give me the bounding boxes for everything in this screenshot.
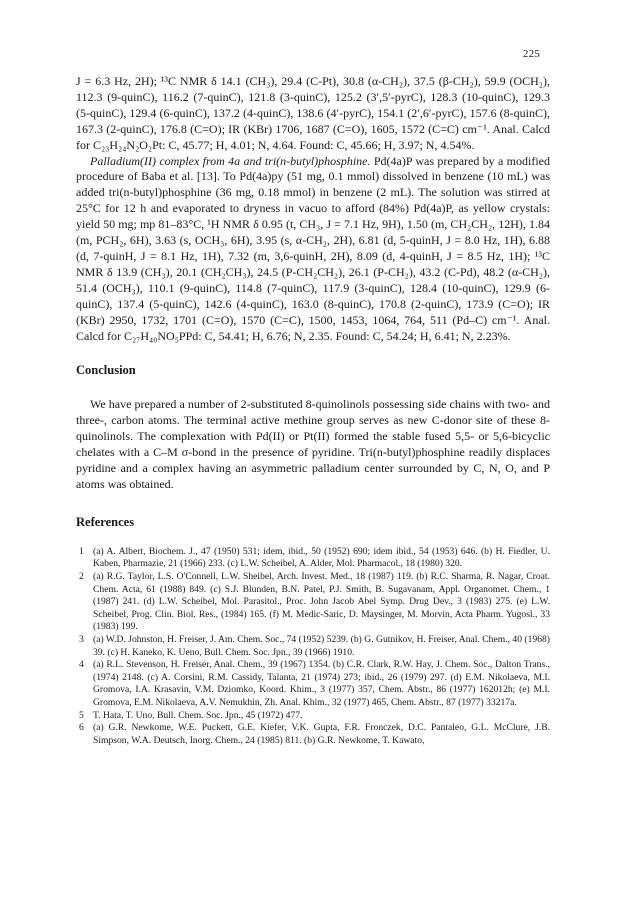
reference-number: 5 bbox=[79, 709, 84, 721]
reference-number: 3 bbox=[79, 634, 84, 645]
reference-item bbox=[76, 710, 550, 723]
reference-text: (a) R.G. Taylor, L.S. O'Connell, L.W. Sheibel, Arch. Invest. Med., 18 (1987) 119. (b) R.C. Sharma, R. Nagar, Croat. Chem. Acta, 61 (1988) 849. (c) S.J. Blunden, B.N. Patel, P.J. Smith, B. Sugavanam, Appl. Organomet. Chem., 1 (1987) 241. (d) L.W. Scheibel, Mol. Parasitol., Proc. John Jacob Abel Symp. Drug Dev., 3 (1983) 275. (e) L.W. Scheibel, Prog. Clin. Biol. Res., (1984) 165. (f) M. Medic-Saric, D. Maysinger, M. Morvin, Acta Pharm. Yugosl., 33 (1983) 199. bbox=[93, 571, 550, 633]
reference-item bbox=[76, 634, 550, 659]
conclusion-heading: Conclusion bbox=[76, 363, 136, 378]
reference-list bbox=[76, 546, 550, 748]
reference-text: (a) G.R. Newkome, W.E. Puckett, G.E. Kiefer, V.K. Gupta, F.R. Fronczek, D.C. Pantaleo, G.L. McClure, J.B. Simpson, W.A. Deutsch, Inorg. Chem., 24 (1985) 811. (b) G.R. Newkome, T. Kawato, bbox=[93, 722, 550, 746]
conclusion-paragraph: We have prepared a number of 2-substituted 8-quinolinols possessing side chains with two- and three-, carbon atoms. The terminal active methine group serves as new C-donor site of these 8-quinolinols. The complexation with Pd(II) or Pt(II) formed the stable fused 5,5- or 5,6-bicyclic chelates with a C–M σ-bond in the presence of pyridine. Tri(n-butyl)phosphine readily displaces pyridine and a complex having an asymmetric palladium center surrounded by C, N, O, and P atoms was obtained. bbox=[76, 397, 550, 491]
palladium-complex-title: Palladium(II) complex from 4a and tri(n-butyl)phosphine. bbox=[90, 153, 371, 168]
reference-item bbox=[76, 659, 550, 709]
article-body bbox=[76, 74, 550, 747]
page-number: 225 bbox=[522, 48, 540, 60]
reference-number: 2 bbox=[79, 571, 84, 583]
reference-text: (a) W.D. Johnston, H. Freiser, J. Am. Chem. Soc., 74 (1952) 5239. (b) G. Gutnikov, H. Freiser, Anal. Chem., 40 (1968) 39. (c) H. Kaneko, K. Ueno, Bull. Chem. Soc. Jpn., 39 (1966) 1910. bbox=[93, 634, 550, 658]
reference-text: (a) A. Albert, Biochem. J., 47 (1950) 531; idem, ibid., 50 (1952) 690; idem ibid., 54 (1953) 646. (b) H. Fiedler, U. Kaben, Pharmazie, 21 (1966) 233. (c) L.W. Scheibel, A. Alder, Mol. Pharmacol., 18 (1980) 320. bbox=[93, 545, 550, 570]
reference-text: T. Hata, T. Uno, Bull. Chem. Soc. Jpn., 45 (1972) 477. bbox=[93, 709, 303, 721]
reference-item bbox=[76, 546, 550, 571]
references-heading: References bbox=[76, 514, 135, 529]
palladium-complex-paragraph bbox=[76, 154, 550, 345]
experimental-continuation: J = 6.3 Hz, 2H); ¹³C NMR δ 14.1 (CH₃), 29.4 (C-Pt), 30.8 (α-CH₂), 37.5 (β-CH₂), 59.9 (OCH₂), 112.3 (9-quinC), 116.2 (7-quinC), 121.8 (3-quinC), 125.2 (3′,5′-pyrC), 128.3 (10-quinC), 129.3 (5-quinC), 129.4 (6-quinC), 137.2 (4-quinC), 138.6 (4′-pyrC), 154.1 (2′,6′-pyrC), 157.6 (8-quinC), 167.3 (2-quinC), 176.8 (C=O); IR (KBr) 1706, 1687 (C=O), 1605, 1572 (C=C) cm⁻¹. Anal. Calcd for C₂₃H₂₄N₂O₂Pt: C, 45.77; H, 4.01; N, 4.64. Found: C, 45.66; H, 3.97; N, 4.54%. bbox=[76, 74, 550, 152]
palladium-complex-text: Pd(4a)P was prepared by a modified procedure of Baba et al. [13]. To Pd(4a)py (51 mg, 0.1 mmol) dissolved in benzene (10 mL) was added tri(n-butyl)phosphine (36 mg, 0.18 mmol) in benzene (2 mL). The solution was stirred at 25°C for 12 h and evaporated to dryness in vacuo to afford (84%) Pd(4a)P, as yellow crystals: yield 50 mg; mp 81–83°C, ¹H NMR δ 0.95 (t, CH₃, J = 7.1 Hz, 9H), 1.50 (m, CH₂CH₂, 12H), 1.84 (m, PCH₂, 6H), 3.63 (s, OCH₃, 6H), 3.95 (s, α-CH₂, 2H), 6.81 (d, 5-quinH, J = 8.0 Hz, 1H), 6.88 (d, 7-quinH, J = 8.1 Hz, 1H), 7.32 (m, 3,6-quinH, 2H), 8.09 (d, 4-quinH, J = 8.5 Hz, 1H); ¹³C NMR δ 13.9 (CH₃), 20.1 (CH₂CH₃), 24.5 (P-CH₂CH₂), 26.1 (P-CH₂), 43.2 (C-Pd), 48.2 (α-CH₂), 51.4 (OCH₃), 110.1 (9-quinC), 114.8 (7-quinC), 117.9 (3-quinC), 128.4 (10-quinC), 129.9 (6-quinC), 137.4 (5-quinC), 142.6 (4-quinC), 163.0 (8-quinC), 170.8 (2-quinC), 173.9 (C=O); IR (KBr) 2950, 1732, 1701 (C=O), 1570 (C=C), 1500, 1453, 1064, 764, 511 (Pd–C) cm⁻¹. Anal. Calcd for C₂₇H₄₀NO₅PPd: C, 54.41; H, 6.76; N, 2.35. Found: C, 54.24; H, 6.41; N, 2.23%. bbox=[76, 153, 550, 343]
reference-item bbox=[76, 722, 550, 747]
reference-number: 4 bbox=[79, 659, 84, 671]
reference-text: (a) R.L. Stevenson, H. Freiser, Anal. Chem., 39 (1967) 1354. (b) C.R. Clark, R.W. Hay, J. Chem. Soc., Dalton Trans., (1974) 2148. (c) A. Corsini, R.M. Cassidy, Talanta, 21 (1974) 273; ibid., 26 (1979) 297. (d) E.M. Nikolaeva, M.I. Gromova, I.A. Krasavin, V.M. Dziomko, Koord. Khim., 3 (1977) 357, Chem. Abstr., 86 (1977) 162012h; (e) M.I. Gromova, E.M. Nikolaeva, A.V. Nemukhin, Zh. Anal. Khim., 32 (1977) 465, Chem. Abstr., 87 (1977) 33217a. bbox=[93, 659, 550, 708]
reference-number: 1 bbox=[79, 545, 84, 557]
reference-number: 6 bbox=[79, 722, 84, 734]
reference-item bbox=[76, 571, 550, 634]
